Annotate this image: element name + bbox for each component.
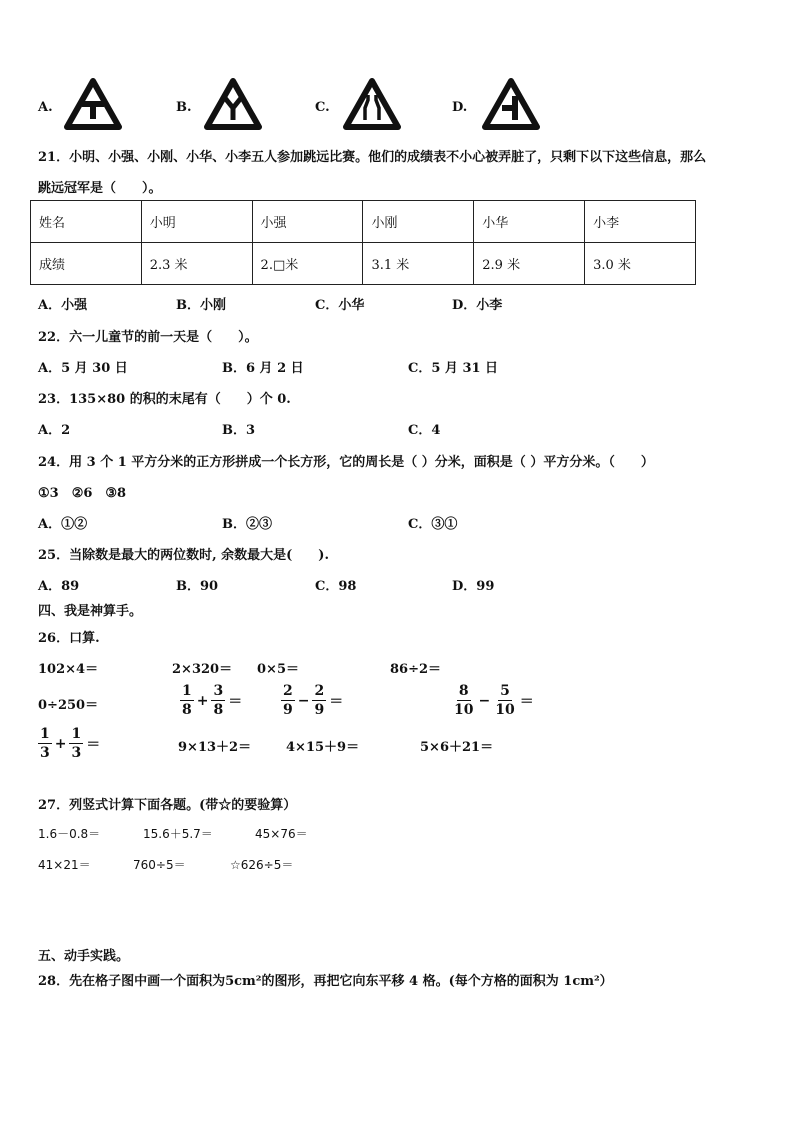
scores-table — [30, 200, 696, 285]
q22-option-b: B．6 月 2 日 — [222, 361, 304, 376]
option-c-label: C. — [315, 100, 330, 115]
q25-option-d: D．99 — [452, 579, 495, 594]
table-cell: 3.1 米 — [363, 243, 474, 285]
table-header-cell: 小明 — [141, 201, 252, 243]
option-b-label: B. — [176, 100, 192, 115]
q21-option-c: C．小华 — [315, 298, 365, 313]
road-narrows-sign-icon — [343, 78, 401, 130]
question-23: 23．135×80 的积的末尾有（ ）个 0. — [38, 392, 291, 407]
question-28: 28．先在格子图中画一个面积为5cm²的图形，再把它向东平移 4 格。(每个方格的面积为 1cm²） — [38, 974, 613, 989]
table-cell: 2.□米 — [252, 243, 363, 285]
vertical-calc-item: 41×21＝ — [38, 858, 91, 872]
oral-calc-item: 0×5＝ — [257, 662, 299, 677]
vertical-calc-item: ☆626÷5＝ — [230, 858, 294, 872]
table-cell: 2.9 米 — [474, 243, 585, 285]
oral-calc-item: 4×15＋9＝ — [286, 740, 360, 755]
question-25: 25．当除数是最大的两位数时, 余数最大是( ). — [38, 548, 329, 563]
table-row — [31, 201, 696, 243]
question-24: 24．用 3 个 1 平方分米的正方形拼成一个长方形，它的周长是（ ）分米，面积是（ ）平方分米。（ ） — [38, 455, 654, 470]
table-cell: 2.3 米 — [141, 243, 252, 285]
option-a-label: A. — [38, 100, 53, 115]
option-d-label: D. — [452, 100, 468, 115]
question-27-title: 27．列竖式计算下面各题。(带☆的要验算） — [38, 798, 297, 813]
q22-option-a: A．5 月 30 日 — [38, 361, 128, 376]
q21-option-a: A．小强 — [38, 298, 88, 313]
side-road-sign-icon — [482, 78, 540, 130]
q23-option-a: A．2 — [38, 423, 71, 438]
fraction-expression: $\frac{1}{3}$ + $\frac{1}{3}$ ＝ — [40, 726, 101, 761]
table-header-cell: 小华 — [474, 201, 585, 243]
vertical-calc-item: 1.6－0.8＝ — [38, 827, 101, 841]
table-header-cell: 小刚 — [363, 201, 474, 243]
q25-option-a: A．89 — [38, 579, 80, 594]
y-intersection-sign-icon — [204, 78, 262, 130]
table-header-cell: 姓名 — [31, 201, 142, 243]
t-intersection-sign-icon — [64, 78, 122, 130]
q24-option-b: B．②③ — [222, 517, 272, 532]
question-21-line1: 21．小明、小强、小刚、小华、小李五人参加跳远比赛。他们的成绩表不小心被弄脏了，只剩下以下这些信息，那么 — [38, 150, 707, 165]
q22-option-c: C．5 月 31 日 — [408, 361, 499, 376]
oral-calc-item: 0÷250＝ — [38, 698, 99, 713]
table-cell: 成绩 — [31, 243, 142, 285]
q21-option-b: B．小刚 — [176, 298, 226, 313]
oral-calc-item: 2×320＝ — [172, 662, 233, 677]
question-22: 22．六一儿童节的前一天是（ ）。 — [38, 330, 258, 345]
q25-option-c: C．98 — [315, 579, 357, 594]
q24-choices: ①3 ②6 ③8 — [38, 486, 127, 501]
section-4-title: 四、我是神算手。 — [38, 604, 143, 619]
table-header-cell: 小李 — [585, 201, 696, 243]
fraction-expression: $\frac{2}{9}$ − $\frac{2}{9}$ ＝ — [283, 683, 344, 718]
oral-calc-item: 86÷2＝ — [390, 662, 442, 677]
oral-calc-item: 5×6＋21＝ — [420, 740, 494, 755]
table-header-cell: 小强 — [252, 201, 363, 243]
table-cell: 3.0 米 — [585, 243, 696, 285]
vertical-calc-item: 45×76＝ — [255, 827, 308, 841]
q24-option-c: C．③① — [408, 517, 458, 532]
fraction-expression: $\frac{8}{10}$ − $\frac{5}{10}$ ＝ — [454, 683, 534, 718]
q23-option-c: C．4 — [408, 423, 441, 438]
q24-option-a: A．①② — [38, 517, 88, 532]
question-21-line2: 跳远冠军是（ ）。 — [38, 181, 162, 196]
q23-option-b: B．3 — [222, 423, 256, 438]
section-5-title: 五、动手实践。 — [38, 949, 130, 964]
q21-option-d: D．小李 — [452, 298, 503, 313]
q25-option-b: B．90 — [176, 579, 219, 594]
oral-calc-item: 102×4＝ — [38, 662, 99, 677]
table-row — [31, 243, 696, 285]
vertical-calc-item: 15.6＋5.7＝ — [143, 827, 213, 841]
oral-calc-item: 9×13＋2＝ — [178, 740, 252, 755]
vertical-calc-item: 760÷5＝ — [133, 858, 186, 872]
question-26-title: 26．口算. — [38, 631, 100, 646]
fraction-expression: $\frac{1}{8}$ + $\frac{3}{8}$ ＝ — [182, 683, 243, 718]
